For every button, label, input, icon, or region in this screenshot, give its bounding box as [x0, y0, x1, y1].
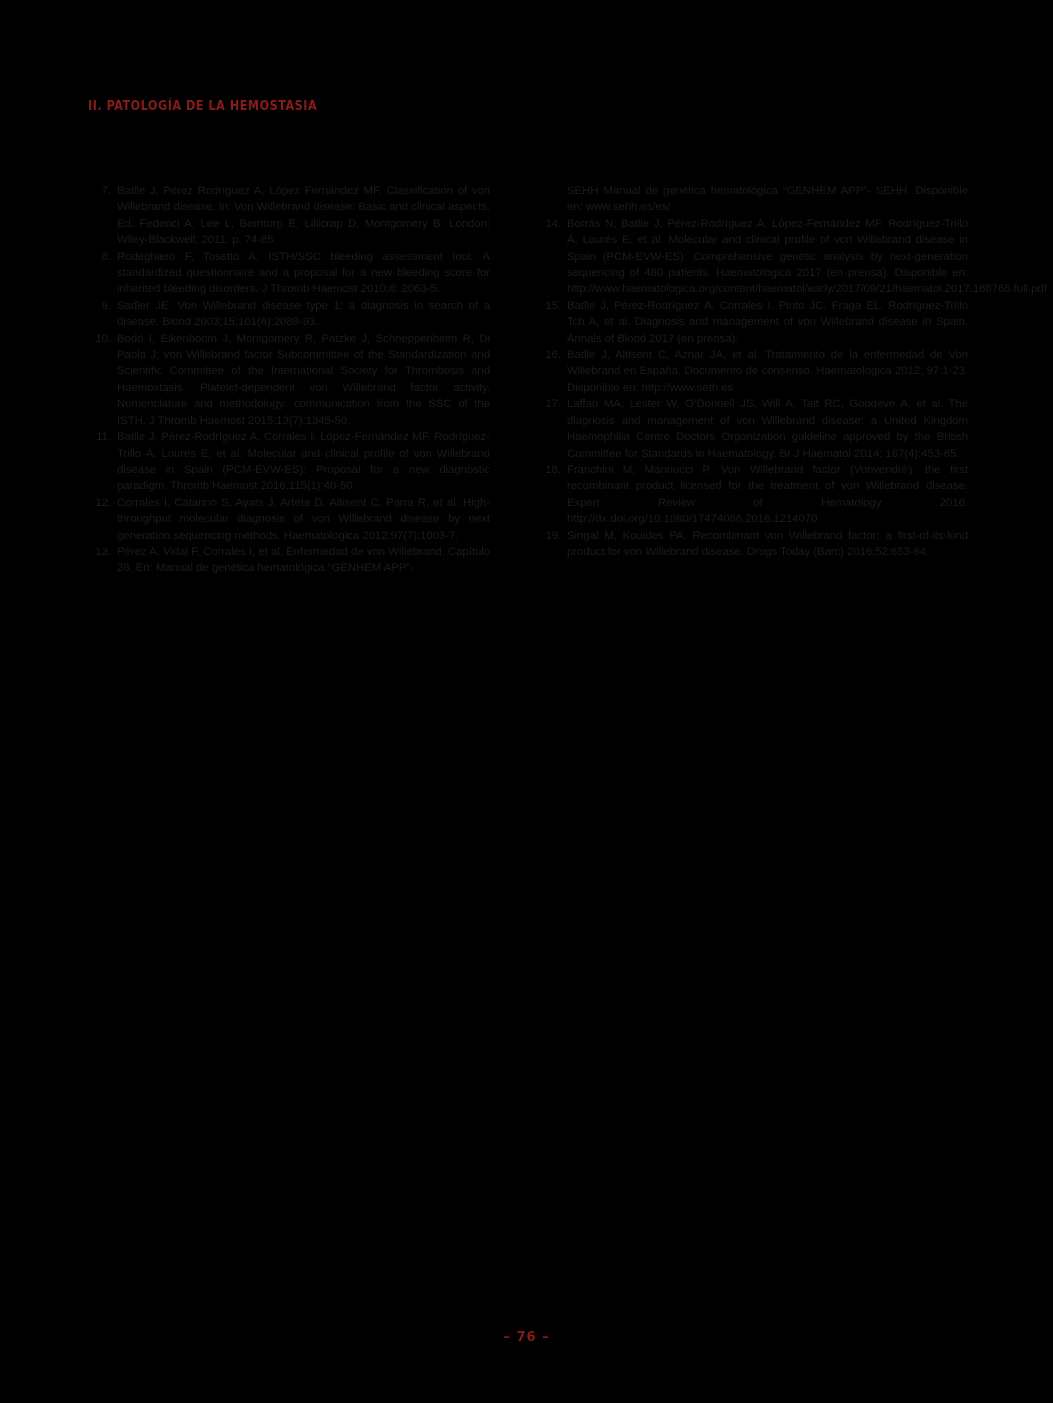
list-item: [88, 544, 490, 577]
list-item: [538, 298, 968, 347]
reference-text: Franchini M, Mannucci P. Von Willebrand factor (Vonvendi®): the first recombinant product licensed for the treatment of von Willebrand disease. Expert Review of Hematology 2016. http://dx.doi.org/10.1080/17474086.2016.1214070: [567, 463, 968, 526]
page-number: – 76 –: [503, 1330, 550, 1345]
left-column: [88, 183, 490, 577]
reference-text: Batlle J, Pérez-Rodríguez A, Corrales I, López-Fernández MF, Rodríguez-Trillo Á, Lourés E, et al. Molecular and clinical profile of von Willebrand disease in Spain (PCM-EVW-ES): Proposal for a new diagnostic paradigm. Thromb Haemost 2016;115(1):40-50.: [117, 431, 490, 493]
reference-text: Batlle J, Pérez-Rodríguez A, Corrales I, Pinto JC, Fraga EL, Rodríguez-Trillo Tch A, et al. Diagnosis and management of von Willebrand disease in Spain. Annals of Blood 2017 (en prensa).: [567, 299, 968, 345]
reference-number: 9.: [101, 299, 111, 312]
list-item: [88, 495, 490, 544]
reference-list-right: [538, 216, 1047, 561]
reference-text: Batlle J, Pérez Rodríguez A, López Fernández MF. Classification of von Willebrand disease. In: Von Willebrand disease: Basic and clinical aspects. Ed. Federici A, Lee L, Berntorp E, Lillicrap D, Montgomery B. London: Wiley-Blackwell; 2011. p. 74-85.: [117, 185, 490, 247]
reference-number: 17.: [545, 398, 561, 411]
reference-text: Borrás N, Batlle J, Pérez-Rodríguez A, López-Fernández MF, Rodríguez-Trillo Á, Lourés E, et al. Molecular and clinical profile of von Willebrand disease in Spain (PCM-EVW-ES): Comprehensive genetic analysis by next-generation sequencing of 480 patients. Haematologica 2017 (en prensa). Disponible en: http://www.haematologica.org/content/haematol/early/2017/09/21/haematol.2017.168765.full.pdf: [567, 217, 1047, 296]
reference-text: Laffan MA, Lester W, O’Donnell JS, Will A, Tait RC, Goodeve A, et al. The diagnosis and management of von Willebrand disease: a United Kingdom Haemophilia Centre Doctors Organization guideline approved by the British Committee for Standards in Haematology. Br J Haematol 2014; 167(4):453-65.: [567, 398, 968, 460]
list-item: [538, 347, 968, 396]
reference-text: Singal M, Kouides PA. Recombinant von Willebrand factor: a first-of-its-kind product for von Willebrand disease. Drugs Today (Barc) 2016;52:653-64.: [567, 529, 968, 558]
reference-list-left: [88, 183, 490, 577]
reference-number: 19.: [545, 529, 561, 542]
reference-text: Batlle J, Altisent C, Aznar JA, et al. Tratamiento de la enfermedad de Von Willebrand en España. Documento de consenso. Haematologica 2012; 97:1-23. Disponible en: http://www.seth.es: [567, 349, 968, 394]
reference-number: 7.: [101, 185, 111, 197]
reference-number: 16.: [545, 349, 561, 362]
reference-number: 14.: [545, 217, 561, 230]
list-item: [538, 396, 968, 462]
list-item: [88, 331, 490, 429]
reference-text: Rodeghiero F, Tosetto A. ISTH/SSC bleeding assessment tool: A standardized questionnaire and a proposal for a new bleeding score for inherited bleeding disorders. J Thromb Haemost 2010;8: 2063-5.: [117, 250, 490, 296]
list-item: [88, 298, 490, 331]
reference-text: Corrales I, Catarino S, Ayats J, Arteta D, Altisent C, Parra R, et al. High-throughput molecular diagnosis of von Willebrand disease by next generation sequencing methods. Haematologica 2012;97(7):1003-7.: [117, 496, 490, 542]
reference-number: 13.: [95, 545, 111, 558]
reference-number: 8.: [101, 250, 111, 263]
reference-text: Pérez A, Vidal F, Corrales I, et al. Enfermedad de von Willebrand. Capítulo 28. En: Manual de genética hematológica “GENHEM APP”-: [117, 545, 490, 575]
reference-continuation: SEHH Manual de genética hematológica “GENHEM APP”- SEHH. Disponible en: www.sehh.es/es/: [567, 185, 968, 214]
reference-columns: [88, 183, 1047, 577]
page-title: II. PATOLOGÍA DE LA HEMOSTASIA: [88, 98, 318, 114]
list-item: [538, 528, 968, 561]
list-item: [88, 429, 490, 495]
reference-text: Bodó I, Eikenboom J, Montgomery R, Patzke J, Schneppenheim R, Di Paola J; von Willebrand factor Subcommittee of the Standardization and Scientific Committee of the International Society for Thrombosis and Haemostasis. Platelet-dependent von Willebrand factor activity. Nomenclature and methodology: communication from the SSC of the ISTH. J Thromb Haemost 2015;13(7):1345-50.: [117, 332, 490, 427]
reference-number: 10.: [95, 332, 111, 345]
list-item: [538, 462, 968, 528]
reference-text: Sadler JE. Von Willebrand disease type 1: a diagnosis in search of a disease. Blood 2003;15;101(6):2089-93.: [117, 299, 490, 329]
reference-number: 12.: [95, 496, 111, 509]
list-item: [88, 249, 490, 298]
reference-number: 15.: [545, 299, 561, 312]
list-item: [88, 183, 490, 249]
reference-number: 11.: [96, 431, 111, 444]
reference-number: 18.: [545, 463, 561, 476]
list-item: [538, 216, 1047, 298]
right-column: [538, 183, 1047, 577]
